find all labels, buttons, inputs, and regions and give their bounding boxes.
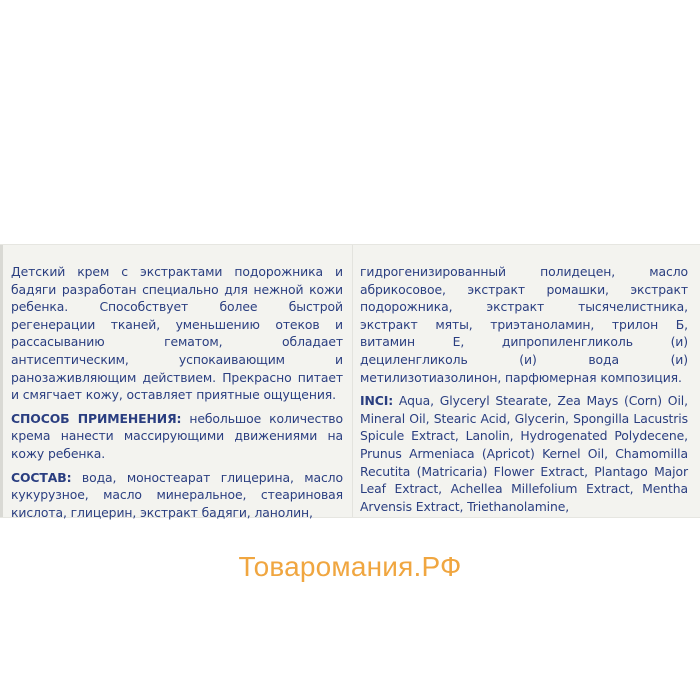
composition-text: вода, моностеарат глицерина, масло кукурузное, масло минеральное, стеариновая кислота, глицерин, экстракт бадяги, ланолин, bbox=[11, 469, 343, 520]
composition-paragraph bbox=[11, 469, 343, 522]
composition-continued: гидрогенизированный полидецен, масло абрикосовое, экстракт ромашки, экстракт подорожника, экстракт тысячелистника, экстракт мяты, триэтаноламин, трилон Б, витамин Е, дипропиленгликоль (и) дециленгликоль (и) вода (и) метилизотиазолинон, парфюмерная композиция. bbox=[360, 264, 688, 385]
fold-line bbox=[352, 245, 353, 517]
usage-heading: СПОСОБ ПРИМЕНЕНИЯ: bbox=[11, 410, 182, 426]
inci-paragraph bbox=[360, 392, 688, 515]
inci-heading: INCI: bbox=[360, 393, 394, 409]
intro-paragraph: Детский крем с экстрактами подорожника и бадяги разработан специально для нежной кожи ребенка. Способствует более быстрой регенерации тканей, уменьшению отеков и рассасыванию гематом, обладает антисептическим, успокаивающим и ранозаживляющим действием. Прекрасно питает и смягчает кожу, оставляет приятные ощущения. bbox=[11, 264, 343, 403]
usage-paragraph bbox=[11, 410, 343, 463]
watermark: Товаромания.РФ bbox=[238, 551, 462, 582]
box-edge bbox=[0, 245, 3, 517]
composition-heading: СОСТАВ: bbox=[11, 469, 72, 485]
usage-text: небольшое количество крема нанести массирующими движениями на кожу ребенка. bbox=[11, 410, 343, 461]
inci-text: Aqua, Glyceryl Stearate, Zea Mays (Corn) Oil, Mineral Oil, Stearic Acid, Glycerin, Spongilla Lacustris Spicule Extract, Lanolin, Hydrogenated Polydecene, Prunus Armeniaca (Apricot) Kernel Oil, Chamomilla Recutita (Matricaria) Flower Extract, Plantago Major Leaf Extract, Achellea Millefolium Extract, Mentha Arvensis Extract, Triethanolamine, bbox=[360, 393, 688, 514]
left-column bbox=[11, 263, 343, 527]
right-column bbox=[360, 263, 688, 521]
packaging-label bbox=[0, 244, 700, 518]
